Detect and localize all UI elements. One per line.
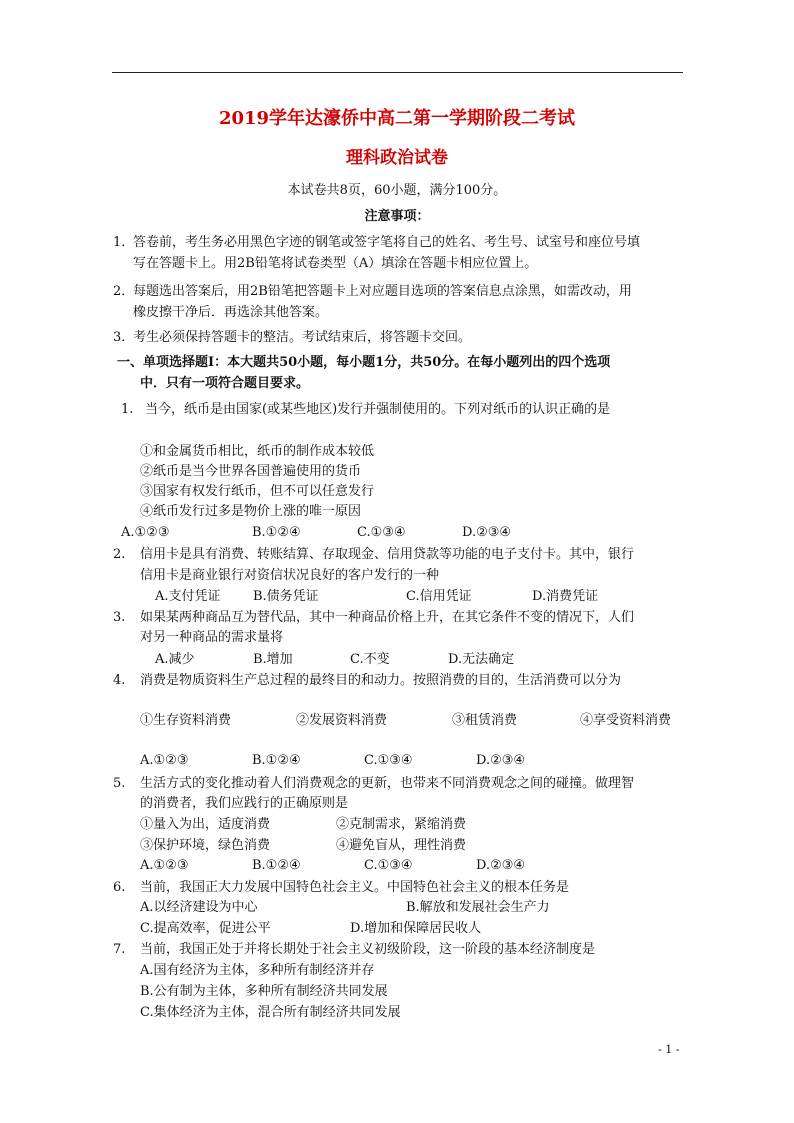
question-item: ③保护环境，绿色消费 [140, 838, 271, 853]
answer-option: B.①②④ [252, 525, 301, 540]
question-number: 5. [113, 776, 126, 791]
header-rule [112, 72, 683, 73]
answer-option: C.①③④ [364, 753, 413, 768]
question-number: 6. [113, 880, 126, 895]
answer-option: A.国有经济为主体，多种所有制经济并存 [140, 963, 375, 978]
question-stem: 的消费者，我们应践行的正确原则是 [140, 796, 349, 811]
answer-option: B.公有制为主体，多种所有制经济共同发展 [140, 984, 388, 999]
note-line: 答卷前，考生务必用黑色字迹的钢笔或签字笔将自己的姓名、考生号、试室号和座位号填 [133, 235, 641, 250]
question-stem: 如果某两种商品互为替代品，其中一种商品价格上升，在其它条件不变的情况下，人们 [140, 610, 635, 625]
question-item: ①和金属货币相比，纸币的制作成本较低 [140, 444, 375, 459]
question-number: 1. [121, 402, 134, 417]
answer-option: C.①③④ [357, 525, 406, 540]
page-number: - 1 - [658, 1043, 680, 1056]
exam-info: 本试卷共8页，60小题，满分100分。 [287, 183, 507, 198]
question-stem: 当今，纸币是由国家(或某些地区)发行并强制使用的。下列对纸币的认识正确的是 [145, 402, 611, 417]
question-number: 4. [113, 673, 126, 688]
question-item: ④纸币发行过多是物价上涨的唯一原因 [140, 504, 362, 519]
question-stem: 当前，我国正处于并将长期处于社会主义初级阶段，这一阶段的基本经济制度是 [140, 942, 596, 957]
question-stem: 信用卡是具有消费、转账结算、存取现金、信用贷款等功能的电子支付卡。其中，银行 [140, 547, 635, 562]
section-heading: 一、单项选择题Ⅰ：本大题共50小题，每小题1分，共50分。在每小题列出的四个选项 [117, 355, 611, 370]
answer-option: A.①②③ [121, 525, 170, 540]
answer-option: D.②③④ [476, 753, 526, 768]
answer-option: D.增加和保障居民收人 [350, 921, 482, 936]
exam-subtitle: 理科政治试卷 [346, 148, 448, 168]
question-stem: 消费是物质资料生产总过程的最终目的和动力。按照消费的目的，生活消费可以分为 [140, 673, 622, 688]
note-line: 写在答题卡上。用2B铅笔将试卷类型（A）填涂在答题卡相应位置上。 [133, 256, 538, 271]
answer-option: B.①②④ [252, 858, 301, 873]
note-number: 2． [113, 284, 135, 299]
question-stem: 对另一种商品的需求量将 [140, 630, 284, 645]
note-line: 每题选出答案后，用2B铅笔把答题卡上对应题目选项的答案信息点涂黑，如需改动，用 [133, 284, 632, 299]
answer-option: B.解放和发展社会生产力 [406, 900, 550, 915]
note-number: 1． [113, 235, 135, 250]
question-stem: 生活方式的变化推动着人们消费观念的更新，也带来不同消费观念之间的碰撞。做理智 [140, 776, 635, 791]
question-item: ④避免盲从，理性消费 [336, 838, 467, 853]
answer-option: D.②③④ [462, 525, 512, 540]
question-item: ②克制需求，紧缩消费 [336, 817, 467, 832]
answer-option: A.①②③ [140, 753, 189, 768]
answer-option: C.信用凭证 [406, 589, 472, 604]
question-item: ②发展资料消费 [296, 713, 388, 728]
note-line: 考生必须保持答题卡的整洁。考试结束后，将答题卡交回。 [133, 330, 472, 345]
answer-option: A.①②③ [140, 858, 189, 873]
question-number: 7. [113, 942, 126, 957]
answer-option: B.①②④ [252, 753, 301, 768]
section-heading: 中．只有一项符合题目要求。 [140, 376, 310, 391]
answer-option: A.减少 [155, 652, 195, 667]
question-number: 2. [113, 547, 126, 562]
question-item: ③租赁消费 [452, 713, 518, 728]
notice-heading: 注意事项： [364, 209, 430, 224]
question-item: ④享受资料消费 [580, 713, 672, 728]
answer-option: C.集体经济为主体，混合所有制经济共同发展 [140, 1005, 401, 1020]
question-stem: 信用卡是商业银行对资信状况良好的客户发行的一种 [140, 568, 440, 583]
note-number: 3． [113, 330, 135, 345]
answer-option: D.消费凭证 [532, 589, 599, 604]
note-line: 橡皮擦干净后．再选涂其他答案。 [133, 305, 329, 320]
answer-option: C.①③④ [364, 858, 413, 873]
question-item: ②纸币是当今世界各国普遍使用的货币 [140, 464, 362, 479]
answer-option: A.支付凭证 [155, 589, 221, 604]
answer-option: D.无法确定 [448, 652, 515, 667]
answer-option: C.提高效率，促进公平 [140, 921, 271, 936]
answer-option: A.以经济建设为中心 [140, 900, 258, 915]
question-item: ③国家有权发行纸币，但不可以任意发行 [140, 484, 375, 499]
exam-title: 2019学年达濠侨中高二第一学期阶段二考试 [218, 108, 576, 129]
answer-option: B.债务凭证 [253, 589, 319, 604]
answer-option: B.增加 [253, 652, 293, 667]
answer-option: D.②③④ [476, 858, 526, 873]
question-item: ①生存资料消费 [140, 713, 232, 728]
question-number: 3. [113, 610, 126, 625]
question-item: ①量入为出，适度消费 [140, 817, 271, 832]
question-stem: 当前，我国正大力发展中国特色社会主义。中国特色社会主义的根本任务是 [140, 880, 570, 895]
answer-option: C.不变 [350, 652, 390, 667]
